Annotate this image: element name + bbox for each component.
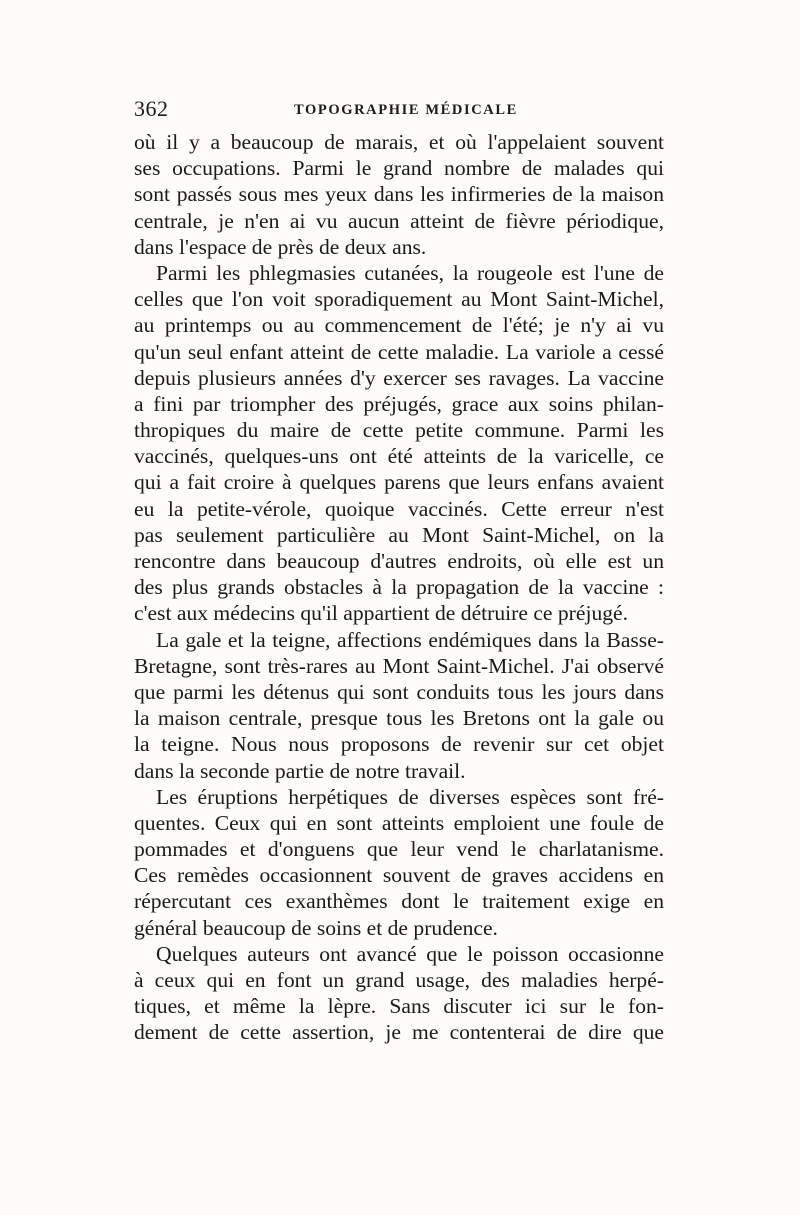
text-line: Bretagne, sont très-rares au Mont Saint-Michel. J'ai observé [134, 653, 664, 678]
running-head: TOPOGRAPHIE MÉDICALE [294, 102, 518, 118]
text-line: centrale, je n'en ai vu aucun atteint de fièvre périodique, [134, 208, 664, 233]
text-line: rencontre dans beaucoup d'autres endroits, où elle est un [134, 549, 664, 573]
text-line: dement de cette assertion, je me contenterai de dire que [134, 1020, 664, 1045]
text-line: au printemps ou au commencement de l'été; je n'y ai vu [134, 313, 664, 338]
body-text [134, 129, 664, 1046]
paragraph-start-line: Parmi les phlegmasies cutanées, la rougeole est l'une de [156, 260, 664, 285]
text-line: la teigne. Nous nous proposons de revenir sur cet objet [134, 732, 664, 757]
text-line: la maison centrale, presque tous les Bretons ont la gale ou [134, 706, 664, 731]
text-line: des plus grands obstacles à la propagation de la vaccine : [134, 575, 664, 600]
text-line: général beaucoup de soins et de prudence. [134, 915, 498, 940]
page-number: 362 [134, 96, 169, 121]
text-line: Ces remèdes occasionnent souvent de graves accidens en [134, 863, 664, 888]
text-line: pommades et d'onguens que leur vend le charlatanisme. [134, 837, 664, 862]
text-line: à ceux qui en font un grand usage, des maladies herpé- [134, 968, 664, 992]
page-header [134, 96, 664, 122]
text-line: vaccinés, quelques-uns ont été atteints de la varicelle, ce [134, 444, 664, 469]
text-line: où il y a beaucoup de marais, et où l'appelaient souvent [134, 130, 664, 154]
text-line: que parmi les détenus qui sont conduits tous les jours dans [134, 679, 664, 704]
text-line: thropiques du maire de cette petite commune. Parmi les [134, 418, 664, 443]
text-line: c'est aux médecins qu'il appartient de détruire ce préjugé. [134, 601, 629, 626]
text-line: celles que l'on voit sporadiquement au Mont Saint-Michel, [134, 287, 664, 312]
text-line: répercutant ces exanthèmes dont le traitement exige en [134, 889, 664, 914]
text-line: tiques, et même la lèpre. Sans discuter ici sur le fon- [134, 994, 664, 1019]
paragraph-start-line: La gale et la teigne, affections endémiques dans la Basse- [156, 627, 664, 652]
text-line: qui a fait croire à quelques parens que leurs enfans avaient [134, 470, 664, 495]
text-line: depuis plusieurs années d'y exercer ses ravages. La vaccine [134, 365, 664, 390]
text-line: pas seulement particulière au Mont Saint-Michel, on la [134, 522, 664, 547]
text-line: qu'un seul enfant atteint de cette maladie. La variole a cessé [134, 339, 664, 364]
paragraph-start-line: Quelques auteurs ont avancé que le poisson occasionne [156, 941, 664, 966]
text-line: eu la petite-vérole, quoique vaccinés. Cette erreur n'est [134, 496, 664, 521]
text-line: dans la seconde partie de notre travail. [134, 758, 466, 783]
text-line: a fini par triompher des préjugés, grace aux soins philan- [134, 391, 664, 416]
text-line: dans l'espace de près de deux ans. [134, 234, 427, 259]
text-line: ses occupations. Parmi le grand nombre de malades qui [134, 156, 664, 181]
text-line: quentes. Ceux qui en sont atteints emploient une foule de [134, 810, 664, 835]
paragraph-start-line: Les éruptions herpétiques de diverses espèces sont fré- [156, 784, 664, 809]
text-line: sont passés sous mes yeux dans les infirmeries de la maison [134, 182, 664, 207]
